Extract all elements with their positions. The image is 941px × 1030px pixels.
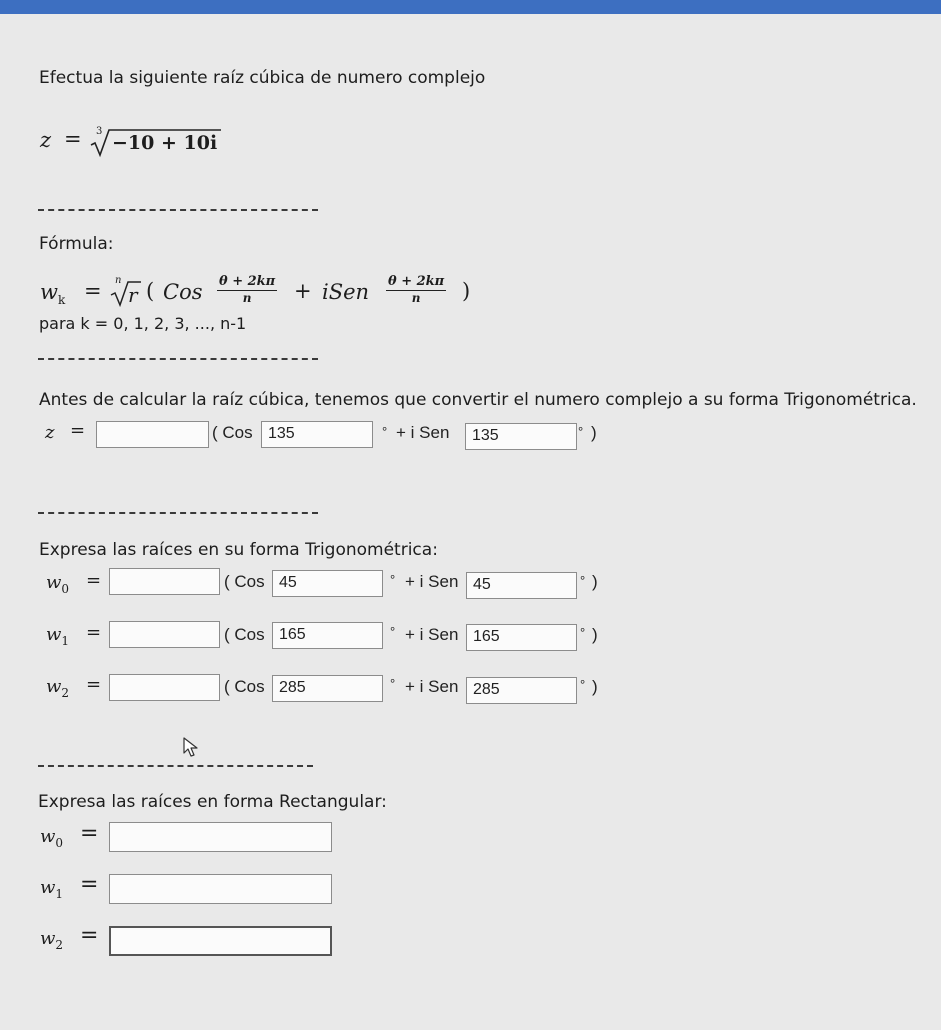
degree-symbol: ° bbox=[580, 625, 586, 640]
cos-label: ( Cos bbox=[224, 677, 265, 696]
formula-open-paren: ( bbox=[146, 279, 155, 303]
conversion-modulus-input[interactable] bbox=[96, 421, 209, 448]
root-angle-cos-input[interactable]: 165 bbox=[272, 622, 383, 649]
root-eq: = bbox=[86, 622, 102, 643]
degree-symbol: ° bbox=[578, 424, 584, 439]
divider bbox=[38, 209, 318, 211]
conversion-var: z bbox=[45, 422, 55, 443]
root-eq: = bbox=[86, 674, 102, 695]
divider bbox=[38, 512, 318, 514]
formula-label: Fórmula: bbox=[39, 234, 114, 254]
page-title: Efectua la siguiente raíz cúbica de numero complejo bbox=[39, 68, 486, 88]
root-var: $w_1$ bbox=[46, 624, 70, 648]
root-var: $w_1$ bbox=[40, 877, 64, 901]
rect-root-input[interactable] bbox=[109, 926, 332, 956]
root-modulus-input[interactable] bbox=[109, 674, 220, 701]
conversion-angle-cos-input[interactable]: 135 bbox=[261, 421, 373, 448]
root-angle-cos-input[interactable]: 45 bbox=[272, 570, 383, 597]
root-modulus-input[interactable] bbox=[109, 568, 220, 595]
rect-root-input[interactable] bbox=[109, 822, 332, 852]
degree-symbol: ° bbox=[382, 424, 388, 439]
divider bbox=[38, 358, 318, 360]
close-paren: ) bbox=[592, 572, 598, 591]
degree-symbol: ° bbox=[580, 573, 586, 588]
rect-root-input[interactable] bbox=[109, 874, 332, 904]
conversion-angle-sen-input[interactable]: 135 bbox=[465, 423, 577, 450]
formula-range: para k = 0, 1, 2, 3, ..., n-1 bbox=[39, 314, 247, 333]
formula-close-paren: ) bbox=[462, 279, 471, 303]
root-var: $w_0$ bbox=[46, 572, 70, 596]
root-eq: = bbox=[80, 872, 99, 897]
root-modulus-input[interactable] bbox=[109, 621, 220, 648]
formula-fraction-cos: $\frac{\theta + 2k\pi}{n}$ bbox=[219, 274, 276, 305]
root-eq: = bbox=[80, 821, 99, 846]
conversion-text: Antes de calcular la raíz cúbica, tenemos que convertir el numero complejo a su forma Trigonométrica. bbox=[39, 390, 917, 410]
formula-fraction-sen: $\frac{\theta + 2k\pi}{n}$ bbox=[388, 274, 445, 305]
formula-isen: iSen bbox=[322, 280, 370, 304]
root-var: $w_0$ bbox=[40, 826, 64, 850]
formula-lhs: $w_k$ bbox=[40, 280, 66, 307]
formula-radicand: r bbox=[128, 283, 138, 307]
degree-symbol: ° bbox=[390, 624, 396, 639]
trig-roots-heading: Expresa las raíces en su forma Trigonométrica: bbox=[39, 540, 438, 560]
root-angle-sen-input[interactable]: 45 bbox=[466, 572, 577, 599]
root-angle-cos-input[interactable]: 285 bbox=[272, 675, 383, 702]
mouse-cursor-icon bbox=[182, 737, 202, 759]
close-paren: ) bbox=[592, 677, 598, 696]
top-bar bbox=[0, 0, 941, 14]
conversion-close-paren: ) bbox=[591, 423, 597, 442]
problem-var: z bbox=[40, 128, 52, 152]
root-eq: = bbox=[80, 923, 99, 948]
cos-label: ( Cos bbox=[224, 625, 265, 644]
isen-label: + i Sen bbox=[405, 625, 459, 644]
degree-symbol: ° bbox=[580, 677, 586, 692]
root-angle-sen-input[interactable]: 285 bbox=[466, 677, 577, 704]
formula-eq: = bbox=[84, 279, 102, 303]
isen-label: + i Sen bbox=[405, 572, 459, 591]
degree-symbol: ° bbox=[390, 572, 396, 587]
problem-radicand: −10 + 10i bbox=[112, 132, 218, 154]
root-var: $w_2$ bbox=[40, 928, 64, 952]
formula-cos: Cos bbox=[163, 280, 203, 304]
cos-label: ( Cos bbox=[224, 572, 265, 591]
conversion-isen-label: + i Sen bbox=[396, 423, 450, 442]
degree-symbol: ° bbox=[390, 676, 396, 691]
root-eq: = bbox=[86, 570, 102, 591]
root-angle-sen-input[interactable]: 165 bbox=[466, 624, 577, 651]
conversion-eq: = bbox=[70, 420, 86, 441]
root-var: $w_2$ bbox=[46, 676, 70, 700]
formula-plus: + bbox=[294, 279, 312, 303]
problem-root-index: 3 bbox=[96, 126, 103, 137]
conversion-cos-label: ( Cos bbox=[212, 423, 253, 442]
isen-label: + i Sen bbox=[405, 677, 459, 696]
divider bbox=[38, 765, 313, 767]
rect-roots-heading: Expresa las raíces en forma Rectangular: bbox=[38, 792, 387, 812]
problem-eq: = bbox=[64, 127, 82, 151]
close-paren: ) bbox=[592, 625, 598, 644]
formula-root-index: n bbox=[115, 275, 122, 286]
